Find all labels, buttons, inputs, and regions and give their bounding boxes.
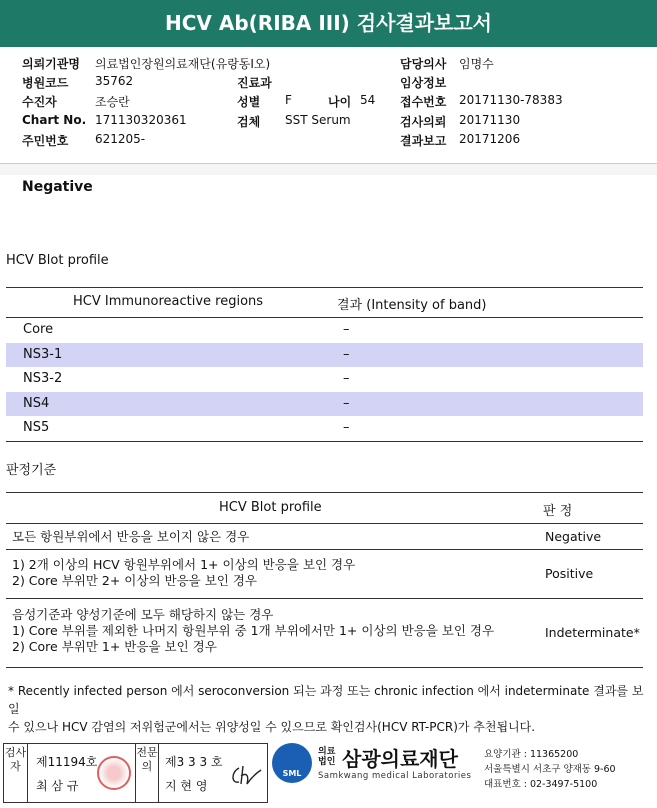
info-row bbox=[0, 93, 657, 112]
specialist-license: 제3 3 3 호 bbox=[165, 755, 223, 769]
age-label: 나이 bbox=[328, 95, 352, 109]
chart-value: 171130320361 bbox=[95, 113, 187, 127]
criteria-table bbox=[6, 492, 643, 668]
patient-label: 수진자 bbox=[22, 95, 57, 109]
org-address: 서울특별시 서초구 양재동 9-60 bbox=[484, 764, 616, 775]
sml-logo-icon bbox=[272, 743, 312, 783]
clinical-label: 임상정보 bbox=[400, 76, 447, 90]
examiner-name: 최 삼 규 bbox=[36, 779, 79, 793]
table-header bbox=[6, 288, 643, 318]
overall-result: Negative bbox=[22, 179, 93, 195]
blot-profile-title: HCV Blot profile bbox=[6, 253, 109, 268]
seal-stamp-icon bbox=[97, 756, 131, 790]
column-header-profile: HCV Blot profile bbox=[219, 500, 322, 515]
table-row bbox=[6, 416, 643, 441]
doctor-label: 담당의사 bbox=[400, 57, 447, 71]
criteria-line: 모든 항원부위에서 반응을 보이지 않은 경우 bbox=[12, 529, 250, 544]
sex-value: F bbox=[285, 93, 292, 107]
region-cell: NS3-1 bbox=[23, 346, 63, 362]
region-cell: NS5 bbox=[23, 420, 50, 436]
judgement-cell: Indeterminate* bbox=[545, 625, 640, 640]
criteria-title: 판정기준 bbox=[6, 463, 57, 478]
age-value: 54 bbox=[360, 93, 376, 107]
region-cell: NS3-2 bbox=[23, 371, 63, 387]
intensity-cell: – bbox=[343, 322, 350, 337]
info-row bbox=[0, 74, 657, 93]
divider bbox=[0, 163, 657, 175]
chart-label: Chart No. bbox=[22, 113, 87, 127]
report-title: HCV Ab(RIBA III) 검사결과보고서 bbox=[0, 0, 657, 47]
report-date-label: 결과보고 bbox=[400, 134, 447, 148]
examiner-label: 검사자 bbox=[4, 744, 28, 802]
signature-icon bbox=[229, 764, 265, 788]
specimen-value: SST Serum bbox=[285, 113, 351, 127]
institution-label: 의뢰기관명 bbox=[22, 57, 80, 71]
criteria-line: 1) 2개 이상의 HCV 항원부위에서 1+ 이상의 반응을 보인 경우 bbox=[12, 557, 356, 572]
patient-info bbox=[0, 52, 657, 159]
examiner-license: 제11194호 bbox=[36, 755, 98, 769]
judgement-cell: Negative bbox=[545, 529, 602, 544]
id-value: 621205- bbox=[95, 132, 146, 146]
table-row bbox=[6, 343, 643, 368]
table-row bbox=[6, 599, 643, 667]
org-type: 의료 법인 bbox=[318, 747, 336, 767]
table-row bbox=[6, 367, 643, 392]
column-header-judgement: 판 정 bbox=[543, 504, 573, 519]
criteria-description bbox=[12, 529, 249, 545]
report-date-value: 20171206 bbox=[459, 132, 521, 146]
org-code: 요양기관 : 11365200 bbox=[484, 749, 579, 760]
table-header bbox=[6, 493, 643, 524]
criteria-line: 음성기준과 양성기준에 모두 해당하지 않는 경우 bbox=[12, 607, 274, 622]
info-row bbox=[0, 55, 657, 74]
blot-profile-table bbox=[6, 287, 643, 442]
intensity-cell: – bbox=[343, 371, 350, 387]
sex-label: 성별 bbox=[237, 95, 261, 109]
criteria-description bbox=[12, 557, 355, 589]
intensity-cell: – bbox=[343, 420, 350, 436]
request-value: 20171130 bbox=[459, 113, 521, 127]
dept-label: 진료과 bbox=[237, 76, 272, 90]
footnote-line: * Recently infected person 에서 seroconversion 되는 과정 또는 chronic infection 에서 indeterminate 결과를 보일 bbox=[8, 684, 644, 716]
footnote-line: 수 있으나 HCV 감염의 저위험군에서는 위양성일 수 있으므로 확인검사(HCV RT-PCR)가 추천됩니다. bbox=[8, 720, 536, 734]
footnote bbox=[8, 682, 648, 736]
region-cell: Core bbox=[23, 322, 54, 337]
org-name: 삼광의료재단 bbox=[342, 747, 458, 771]
hospital-code-value: 35762 bbox=[95, 74, 134, 88]
receipt-label: 접수번호 bbox=[400, 95, 447, 109]
column-header-result: 결과 (Intensity of band) bbox=[337, 298, 487, 313]
region-cell: NS4 bbox=[23, 395, 50, 411]
intensity-cell: – bbox=[343, 346, 350, 362]
institution-value: 의료법인장원의료재단(유랑동I오) bbox=[95, 57, 271, 71]
column-header-regions: HCV Immunoreactive regions bbox=[73, 294, 264, 309]
receipt-value: 20171130-78383 bbox=[459, 93, 563, 107]
request-label: 검사의뢰 bbox=[400, 115, 447, 129]
intensity-cell: – bbox=[343, 395, 350, 411]
table-row bbox=[6, 318, 643, 343]
org-contact bbox=[484, 747, 616, 792]
signature-box bbox=[3, 743, 268, 803]
doctor-value: 임명수 bbox=[459, 57, 494, 71]
criteria-line: 2) Core 부위만 1+ 반응을 보인 경우 bbox=[12, 639, 217, 654]
table-row bbox=[6, 524, 643, 550]
table-row bbox=[6, 392, 643, 417]
org-english-name: Samkwang medical Laboratories bbox=[318, 771, 472, 781]
criteria-line: 1) Core 부위를 제외한 나머지 항원부위 중 1개 부위에서만 1+ 이상의 반응을 보인 경우 bbox=[12, 623, 495, 638]
logo-text: SML bbox=[282, 769, 302, 778]
judgement-cell: Positive bbox=[545, 566, 594, 581]
table-row bbox=[6, 550, 643, 599]
id-label: 주민번호 bbox=[22, 134, 69, 148]
hospital-code-label: 병원코드 bbox=[22, 76, 69, 90]
criteria-description bbox=[12, 607, 494, 655]
specialist-label: 전문의 bbox=[135, 744, 159, 802]
specimen-label: 검체 bbox=[237, 115, 261, 129]
criteria-line: 2) Core 부위만 2+ 이상의 반응을 보인 경우 bbox=[12, 573, 257, 588]
org-phone: 대표번호 : 02-3497-5100 bbox=[484, 779, 598, 790]
info-row bbox=[0, 113, 657, 132]
report-footer bbox=[0, 739, 657, 808]
specialist-name: 지 현 영 bbox=[165, 779, 208, 793]
info-row bbox=[0, 132, 657, 151]
patient-value: 조승란 bbox=[95, 95, 130, 109]
